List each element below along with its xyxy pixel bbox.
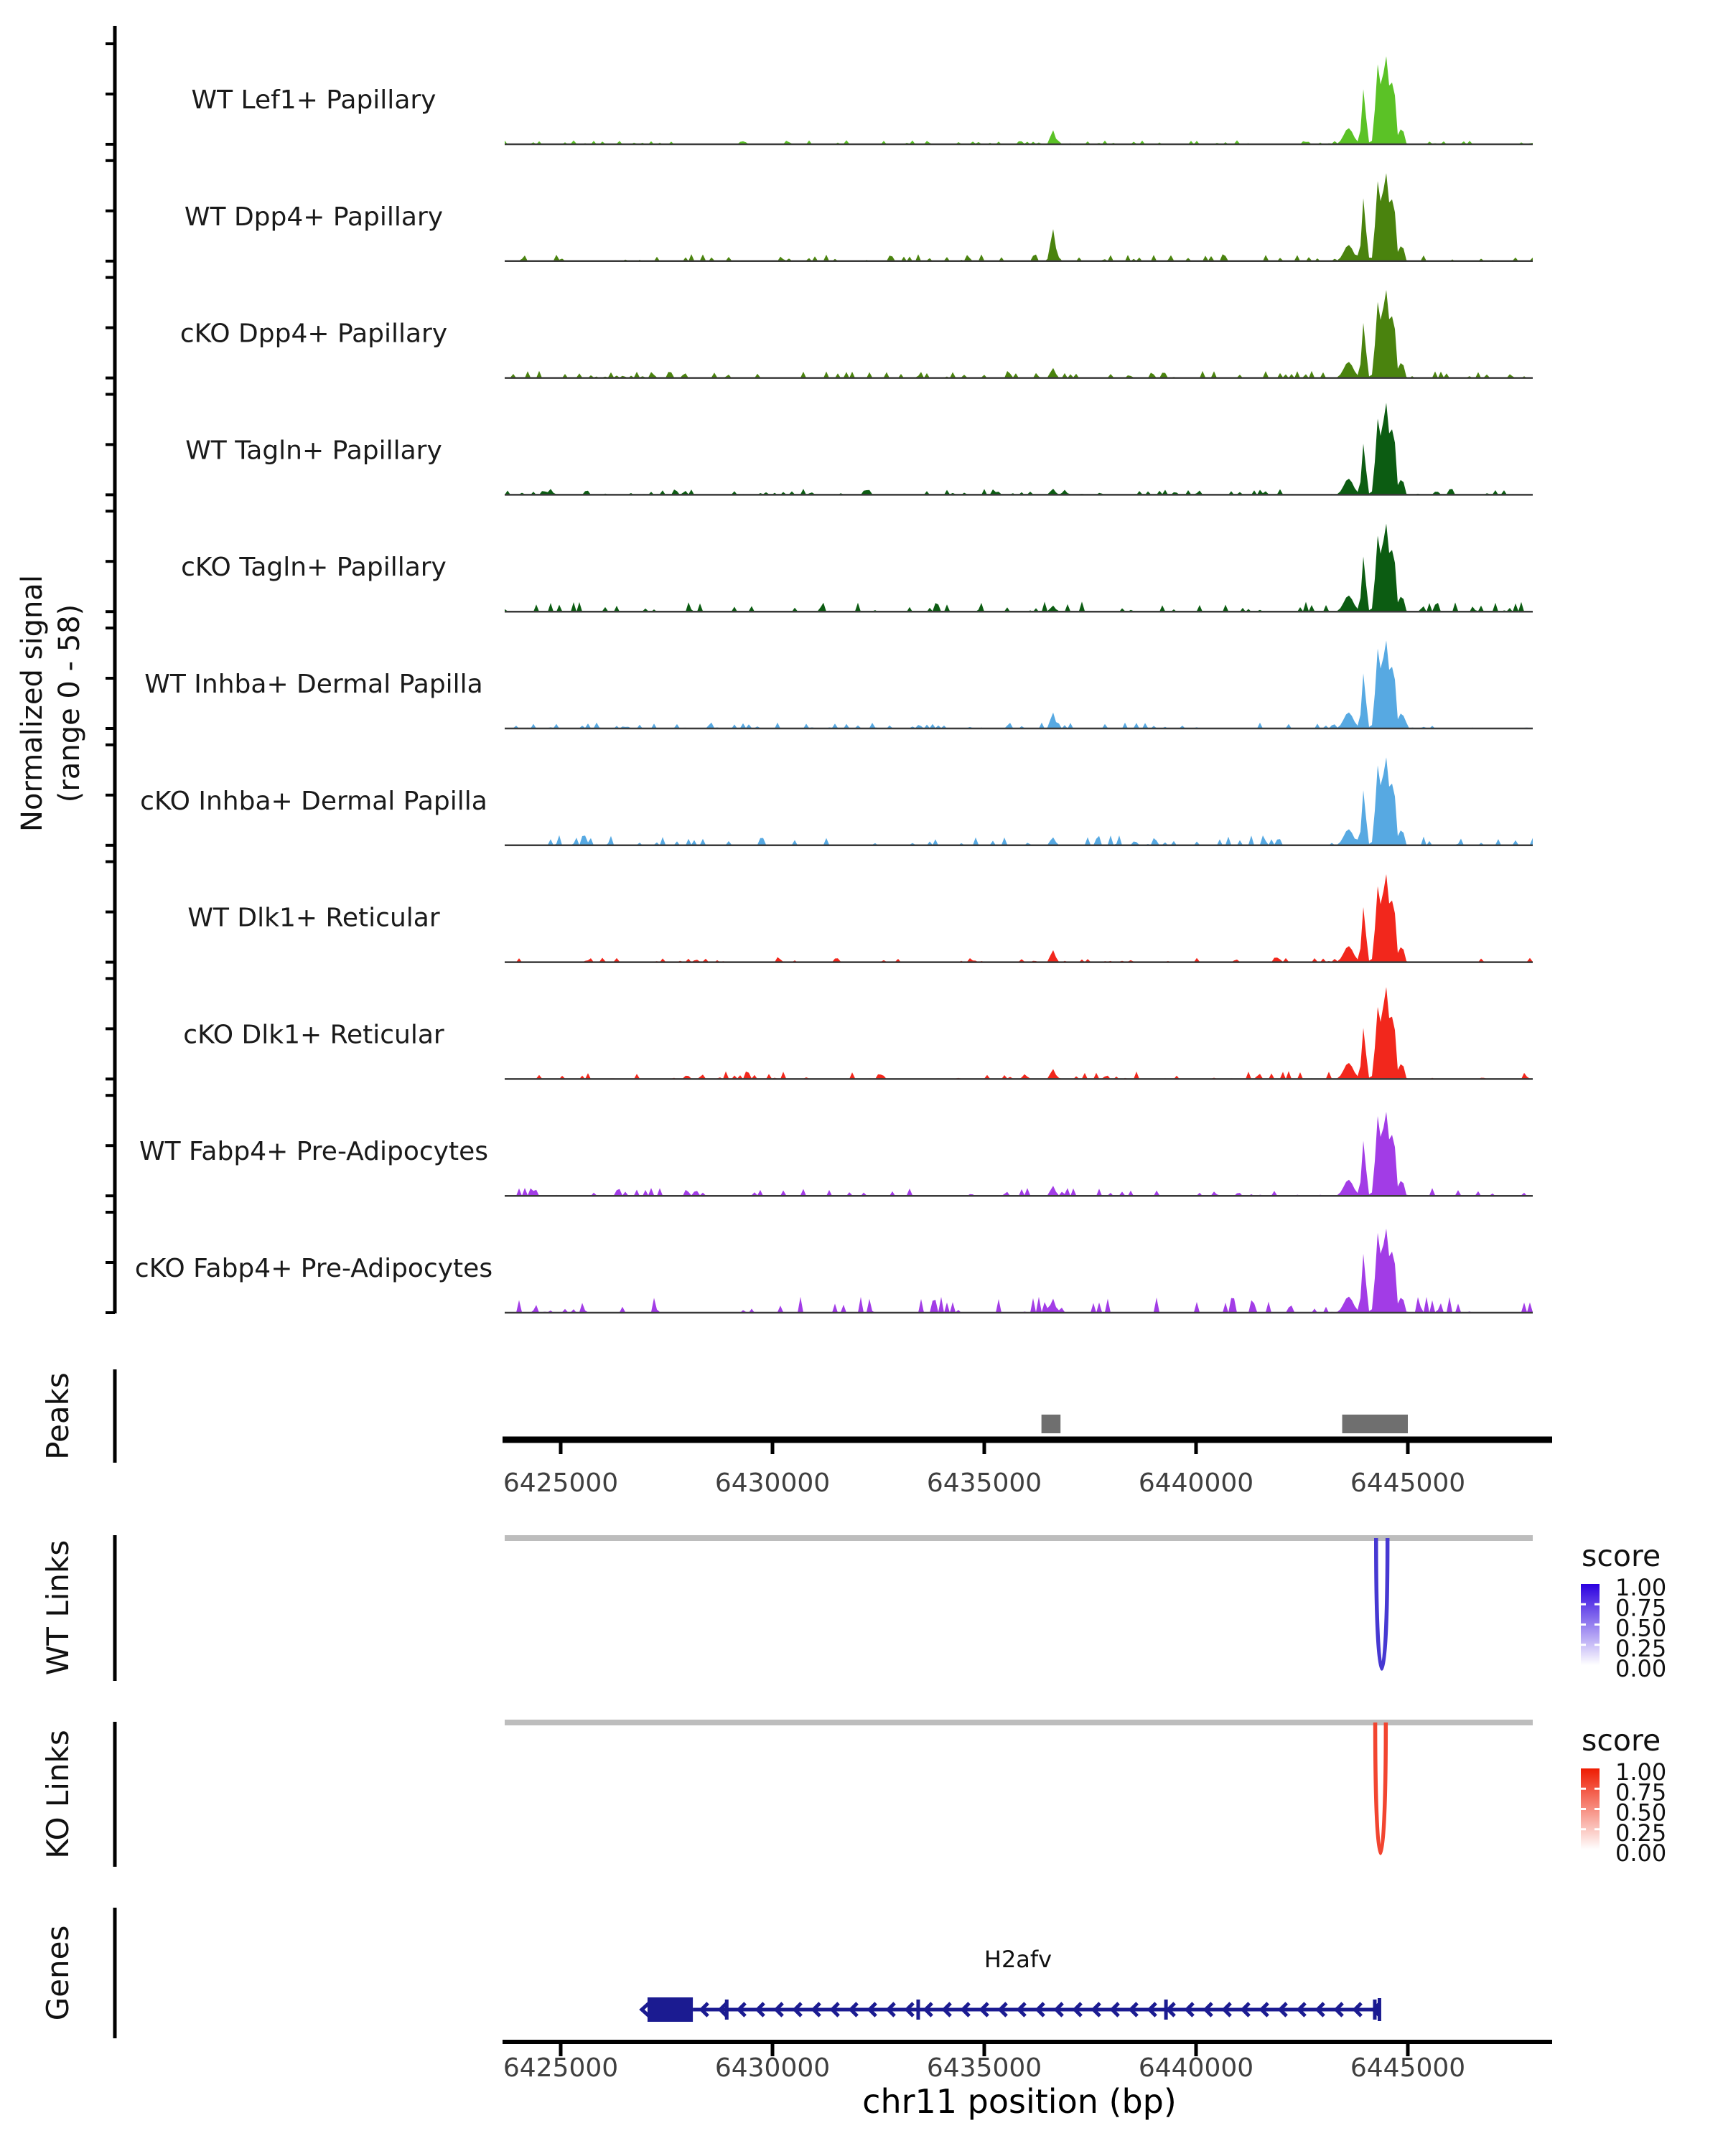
track-label: WT Tagln+ Papillary (185, 436, 442, 466)
genome-axis-tick-label: 6425000 (503, 2053, 619, 2083)
legend-tick-label: 0.75 (1615, 1594, 1667, 1622)
genome-axis-tick-label: 6430000 (714, 1468, 831, 1498)
peaks-section-label: Peaks (40, 1372, 75, 1460)
wt-score-legend (1581, 1539, 1666, 1682)
wt-links-section-label: WT Links (40, 1539, 75, 1676)
legend-tick-label: 1.00 (1615, 1574, 1667, 1601)
track-label: cKO Tagln+ Papillary (181, 553, 447, 583)
legend-tick-label: 0.00 (1615, 1655, 1667, 1682)
signal-area (505, 56, 1533, 144)
gene-name-label: H2afv (984, 1946, 1052, 1973)
genome-axis-tick-label: 6440000 (1138, 1468, 1254, 1498)
link-arc (1376, 1538, 1388, 1669)
y-axis-label-line1: Normalized signal (16, 575, 49, 832)
peak-rect (1042, 1415, 1061, 1433)
genome-axis-top (503, 1440, 1552, 1498)
signal-area (505, 524, 1533, 612)
track-label: WT Fabp4+ Pre-Adipocytes (139, 1137, 488, 1167)
track-label: cKO Fabp4+ Pre-Adipocytes (134, 1254, 493, 1283)
genome-axis-tick-label: 6435000 (926, 1468, 1042, 1498)
signal-area (505, 1229, 1533, 1313)
legend-tick-label: 1.00 (1615, 1758, 1667, 1786)
track-label: cKO Dpp4+ Papillary (179, 319, 448, 349)
signal-area (505, 403, 1533, 495)
legend-tick-label: 0.25 (1615, 1634, 1667, 1662)
genome-axis-bottom (503, 2042, 1552, 2083)
wt-links-track (505, 1538, 1533, 1669)
track-label: cKO Dlk1+ Reticular (183, 1020, 444, 1050)
signal-area (505, 173, 1533, 261)
genome-axis-tick-label: 6445000 (1350, 2053, 1466, 2083)
legend-tick-label: 0.25 (1615, 1819, 1667, 1847)
gene-exon-box (648, 1997, 693, 2022)
ko-score-legend (1581, 1723, 1666, 1867)
signal-area (505, 290, 1533, 378)
gene-exon-mark (1164, 2000, 1168, 2020)
genes-track (642, 1946, 1381, 2022)
x-axis-title: chr11 position (bp) (862, 2082, 1177, 2121)
signal-area (505, 1112, 1533, 1196)
signal-area (505, 757, 1533, 845)
genome-axis-tick-label: 6430000 (714, 2053, 831, 2083)
legend-tick-label: 0.50 (1615, 1614, 1667, 1642)
genome-axis-tick-label: 6435000 (926, 2053, 1042, 2083)
legend-tick-label: 0.75 (1615, 1778, 1667, 1806)
genes-section-label: Genes (40, 1925, 75, 2021)
score-legend-title: score (1582, 1723, 1661, 1758)
signal-area (505, 874, 1533, 962)
peaks-track (1042, 1415, 1408, 1433)
gene-exon-mark (1373, 2000, 1376, 2020)
link-arc (1376, 1723, 1386, 1853)
track-label: cKO Inhba+ Dermal Papilla (140, 786, 487, 816)
legend-tick-label: 0.00 (1615, 1839, 1667, 1867)
ko-links-track (505, 1723, 1533, 1853)
track-label: WT Inhba+ Dermal Papilla (144, 670, 483, 699)
signal-tracks (135, 56, 1533, 1313)
genome-axis-tick-label: 6440000 (1138, 2053, 1254, 2083)
y-axis-label-line2: (range 0 - 58) (53, 604, 86, 803)
gene-exon-mark (725, 2000, 729, 2020)
track-label: WT Lef1+ Papillary (191, 85, 436, 115)
legend-tick-label: 0.50 (1615, 1799, 1667, 1827)
gene-tss-mark (1378, 1998, 1381, 2021)
track-label: WT Dlk1+ Reticular (187, 903, 440, 933)
ko-links-section-label: KO Links (40, 1730, 75, 1859)
gene-exon-mark (916, 2000, 920, 2020)
genome-axis-tick-label: 6445000 (1350, 1468, 1466, 1498)
track-label: WT Dpp4+ Papillary (184, 202, 444, 232)
signal-area (505, 987, 1533, 1079)
signal-area (505, 640, 1533, 728)
peak-rect (1343, 1415, 1408, 1433)
genome-axis-tick-label: 6425000 (503, 1468, 619, 1498)
score-legend-title: score (1582, 1539, 1661, 1573)
